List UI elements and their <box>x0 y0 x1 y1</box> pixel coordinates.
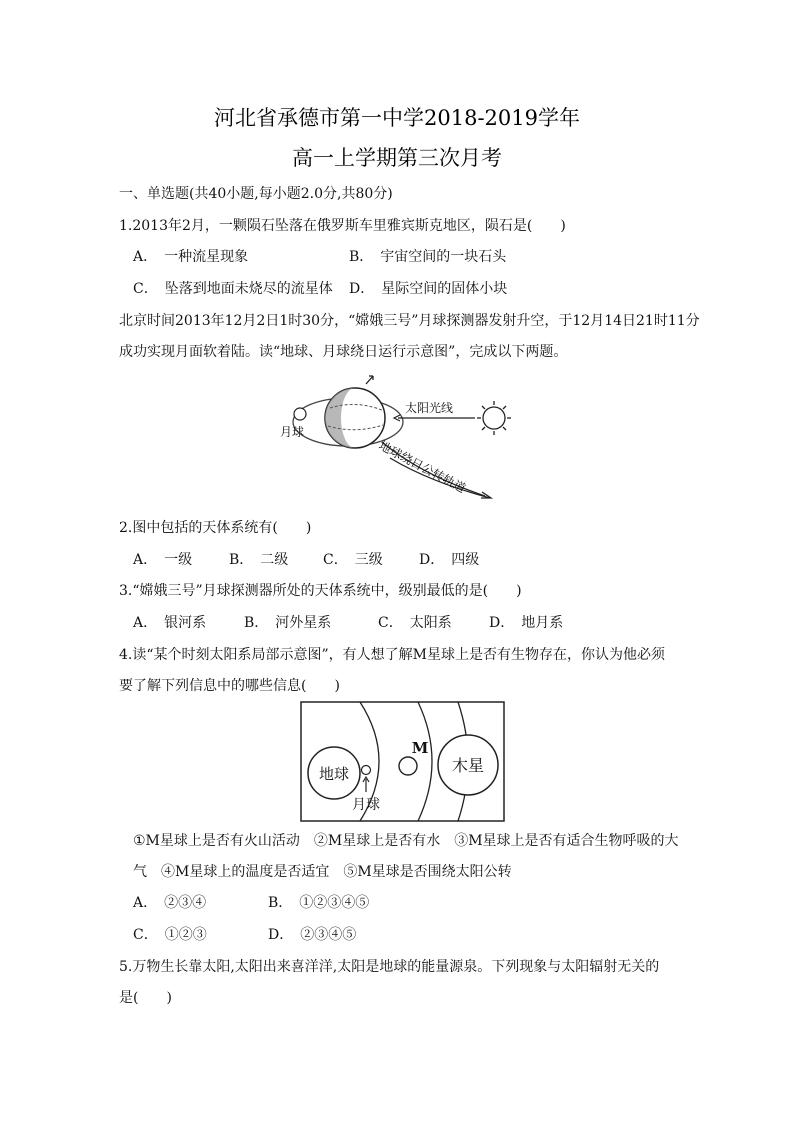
jupiter-label: 木星 <box>451 756 485 775</box>
question-4-option-b: B． ①②③④⑤ <box>268 895 370 911</box>
question-2-option-b: B． 二级 <box>229 552 289 568</box>
sunlight-label: 太阳光线 <box>405 401 454 415</box>
passage-line-2: 成功实现月面软着陆。读“地球、月球绕日运行示意图”，完成以下两题。 <box>119 344 568 360</box>
question-1-stem: 1.2013年2月，一颗陨石坠落在俄罗斯车里雅宾斯克地区，陨石是( ) <box>119 218 566 234</box>
question-3-option-c: C． 太阳系 <box>378 615 452 631</box>
earth-label: 地球 <box>318 765 350 783</box>
sun-icon <box>477 401 511 435</box>
question-1-option-d: D． 星际空间的固体小块 <box>349 281 508 297</box>
question-4-info-line-1: ①M星球上是否有火山活动 ②M星球上是否有水 ③M星球上是否有适合生物呼吸的大 <box>133 833 679 849</box>
question-4-option-a: A． ②③④ <box>133 895 207 911</box>
question-3-option-a: A． 银河系 <box>133 615 207 631</box>
question-5-stem-line-2: 是( ) <box>119 990 172 1006</box>
question-4-stem-line-1: 4.读“某个时刻太阳系局部示意图”，有人想了解M星球上是否有生物存在，你认为他必须 <box>119 647 666 663</box>
question-5-stem-line-1: 5.万物生长靠太阳,太阳出来喜洋洋,太阳是地球的能量源泉。下列现象与太阳辐射无关的 <box>119 959 660 975</box>
moon-label: 月球 <box>352 797 380 813</box>
question-4-option-c: C． ①②③ <box>133 927 207 943</box>
earth-rotation-arrow-icon <box>366 376 373 384</box>
m-planet-label: M <box>411 739 429 757</box>
question-2-option-a: A． 一级 <box>133 552 193 568</box>
question-3-stem: 3.“嫦娥三号”月球探测器所处的天体系统中，级别最低的是( ) <box>119 583 522 599</box>
solar-system-section-figure <box>300 701 505 822</box>
m-planet-circle <box>399 757 417 775</box>
question-1-option-c: C． 坠落到地面未烧尽的流星体 <box>133 281 333 297</box>
question-4-stem-line-2: 要了解下列信息中的哪些信息( ) <box>119 678 340 694</box>
question-2-option-c: C． 三级 <box>323 552 383 568</box>
question-3-option-b: B． 河外星系 <box>244 615 332 631</box>
page-title: 河北省承德市第一中学2018-2019学年 <box>214 106 580 130</box>
question-4-info-line-2: 气 ④M星球上的温度是否适宜 ⑤M星球是否围绕太阳公转 <box>133 864 512 880</box>
section-header: 一、单选题(共40小题,每小题2.0分,共80分) <box>119 186 393 202</box>
question-1-option-b: B． 宇宙空间的一块石头 <box>349 249 507 265</box>
question-3-option-d: D． 地月系 <box>489 615 564 631</box>
moon-circle <box>362 766 371 775</box>
question-1-option-a: A． 一种流星现象 <box>133 249 249 265</box>
moon-globe <box>294 408 306 420</box>
question-4-option-d: D． ②③④⑤ <box>268 927 357 943</box>
passage-line-1: 北京时间2013年12月2日1时30分，“嫦娥三号”月球探测器发射升空，于12月14日21时11分 <box>119 313 700 329</box>
question-2-option-d: D． 四级 <box>419 552 480 568</box>
earth-moon-orbit-figure <box>270 370 530 500</box>
page-subtitle: 高一上学期第三次月考 <box>292 146 502 170</box>
earth-orbit-label: 地球绕日公转轨道 <box>376 438 468 496</box>
question-2-stem: 2.图中包括的天体系统有( ) <box>119 520 312 536</box>
moon-label: 月球 <box>280 425 305 439</box>
